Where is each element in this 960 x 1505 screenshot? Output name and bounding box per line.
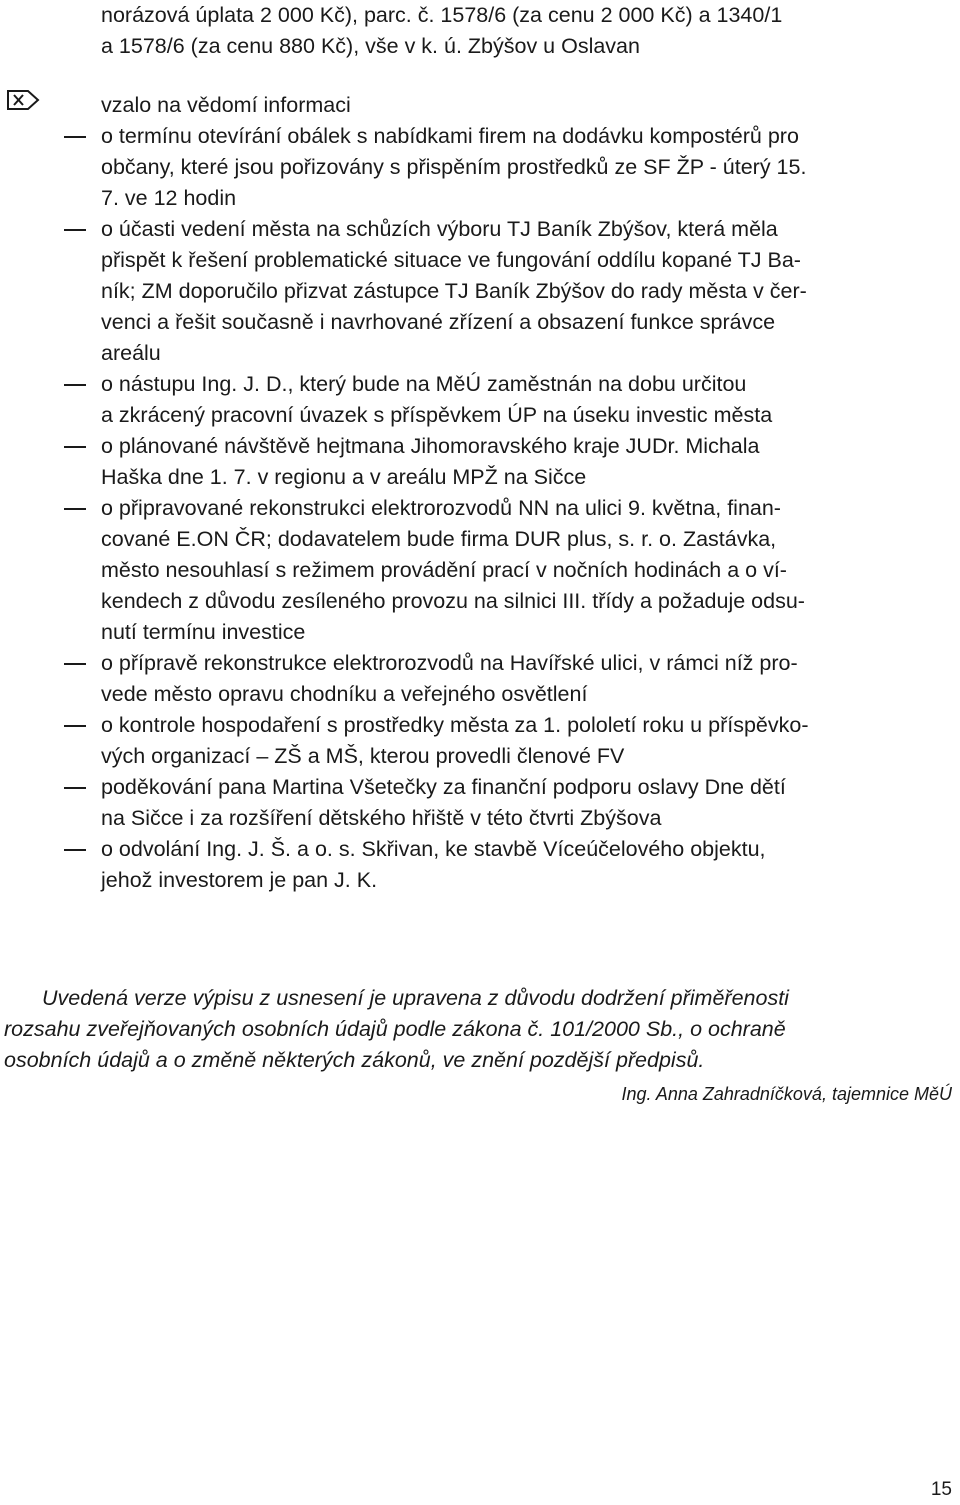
dash-bullet [64, 787, 86, 789]
dash-bullet [64, 508, 86, 510]
page-number: 15 [930, 1479, 952, 1500]
item-3-line-2: a zkrácený pracovní úvazek s příspěvkem ÚP na úseku investic města [101, 403, 773, 427]
item-6-line-2: vede město opravu chodníku a veřejného osvětlení [101, 682, 588, 706]
item-9-line-1: o odvolání Ing. J. Š. a o. s. Skřivan, ke stavbě Víceúčelového objektu, [101, 837, 766, 861]
item-4-line-2: Haška dne 1. 7. v regionu a v areálu MPŽ na Sičce [101, 465, 587, 489]
item-5-line-4: kendech z důvodu zesíleného provozu na silnici III. třídy a požaduje odsu- [101, 589, 805, 613]
signature: Ing. Anna Zahradníčková, tajemnice MěÚ [621, 1084, 952, 1104]
privacy-note-line-1: Uvedená verze výpisu z usnesení je upravena z důvodu dodržení přiměřenosti [42, 986, 789, 1010]
item-7-line-1: o kontrole hospodaření s prostředky města za 1. pololetí roku u příspěvko- [101, 713, 809, 737]
item-2-line-5: areálu [101, 341, 161, 365]
dash-bullet [64, 725, 86, 727]
item-8-line-2: na Sičce i za rozšíření dětského hřiště v této čtvrti Zbýšova [101, 806, 662, 830]
privacy-note-line-2: rozsahu zveřejňovaných osobních údajů podle zákona č. 101/2000 Sb., o ochraně [4, 1017, 786, 1041]
item-4-line-1: o plánované návštěvě hejtmana Jihomoravského kraje JUDr. Michala [101, 434, 760, 458]
intro-line-1: norázová úplata 2 000 Kč), parc. č. 1578/6 (za cenu 2 000 Kč) a 1340/1 [101, 3, 783, 27]
intro-line-2: a 1578/6 (za cenu 880 Kč), vše v k. ú. Zbýšov u Oslavan [101, 34, 640, 58]
item-1-line-3: 7. ve 12 hodin [101, 186, 237, 210]
dash-bullet [64, 849, 86, 851]
item-2-line-4: venci a řešit současně i navrhované zřízení a obsazení funkce správce [101, 310, 776, 334]
item-5-line-5: nutí termínu investice [101, 620, 306, 644]
pointing-hand-icon [6, 87, 40, 113]
dash-bullet [64, 229, 86, 231]
item-1-line-1: o termínu otevírání obálek s nabídkami firem na dodávku kompostérů pro [101, 124, 799, 148]
item-5-line-1: o připravované rekonstrukci elektrorozvodů NN na ulici 9. května, finan- [101, 496, 781, 520]
dash-bullet [64, 136, 86, 138]
item-9-line-2: jehož investorem je pan J. K. [101, 868, 378, 892]
item-2-line-3: ník; ZM doporučilo přizvat zástupce TJ Baník Zbýšov do rady města v čer- [101, 279, 807, 303]
dash-bullet [64, 663, 86, 665]
item-1-line-2: občany, které jsou pořizovány s přispěním prostředků ze SF ŽP - úterý 15. [101, 155, 807, 179]
dash-bullet [64, 384, 86, 386]
privacy-note-line-3: osobních údajů a o změně některých zákonů, ve znění pozdější předpisů. [4, 1048, 705, 1072]
item-2-line-1: o účasti vedení města na schůzích výboru TJ Baník Zbýšov, která měla [101, 217, 778, 241]
item-5-line-3: město nesouhlasí s režimem provádění prací v nočních hodinách a o ví- [101, 558, 787, 582]
section-heading: vzalo na vědomí informaci [101, 93, 351, 117]
item-7-line-2: vých organizací – ZŠ a MŠ, kterou provedli členové FV [101, 744, 625, 768]
dash-bullet [64, 446, 86, 448]
item-3-line-1: o nástupu Ing. J. D., který bude na MěÚ zaměstnán na dobu určitou [101, 372, 747, 396]
item-5-line-2: cované E.ON ČR; dodavatelem bude firma DUR plus, s. r. o. Zastávka, [101, 527, 777, 551]
item-6-line-1: o přípravě rekonstrukce elektrorozvodů na Havířské ulici, v rámci níž pro- [101, 651, 798, 675]
item-2-line-2: přispět k řešení problematické situace ve fungování oddílu kopané TJ Ba- [101, 248, 801, 272]
item-8-line-1: poděkování pana Martina Všetečky za finanční podporu oslavy Dne dětí [101, 775, 786, 799]
